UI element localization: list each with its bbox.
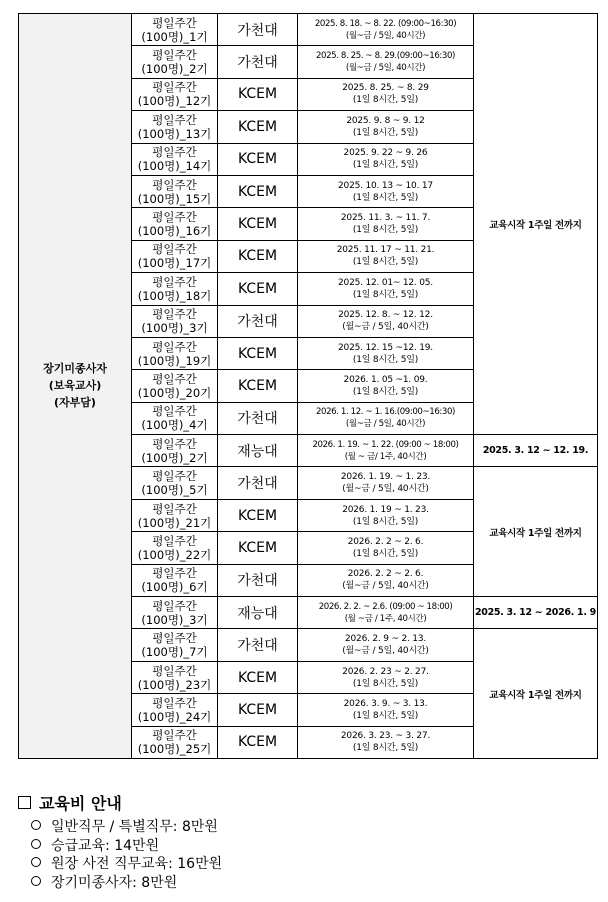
period-cell — [298, 726, 474, 758]
fee-item — [31, 874, 578, 893]
fee-item-text: 일반직무 / 특별직무: 8만원 — [51, 819, 218, 835]
institution-cell: KCEM — [218, 111, 298, 143]
period-line: 2026. 2. 23 ~ 2. 27. — [342, 666, 429, 677]
course-label: 평일주간 — [152, 695, 197, 710]
institution-cell: KCEM — [218, 532, 298, 564]
course-label: 평일주간 — [152, 501, 197, 516]
fee-item-text: 장기미종사자: 8만원 — [51, 874, 178, 891]
fee-item — [31, 818, 578, 837]
period-cell — [298, 143, 474, 175]
course-label: (100명)_24기 — [137, 709, 212, 724]
course-label: (100명)_6기 — [141, 580, 208, 595]
course-label: 평일주간 — [152, 533, 197, 548]
period-line: (월 ~ 금/ 1주, 40시간) — [344, 451, 427, 462]
category-label: (보육교사) — [48, 379, 102, 393]
course-label: (100명)_2기 — [141, 450, 208, 465]
period-line: (월~금 / 5일, 40시간) — [342, 581, 429, 592]
period-cell — [298, 370, 474, 402]
course-cell — [132, 240, 218, 272]
period-line: (1일 8시간, 5일) — [352, 160, 419, 171]
fee-item-text: 승급교육: 14만원 — [51, 837, 160, 854]
course-label: 평일주간 — [152, 112, 197, 127]
fee-item — [31, 837, 578, 856]
course-cell — [132, 435, 218, 467]
institution-cell: 가천대 — [218, 305, 298, 337]
period-line: 2025. 8. 25. ~ 8. 29.(09:00~16:30) — [315, 51, 456, 62]
course-label: (100명)_4기 — [141, 418, 208, 433]
course-label: (100명)_21기 — [137, 515, 212, 530]
period-line: 2026. 1. 05 ~1. 09. — [343, 374, 428, 385]
course-label: (100명)_14기 — [137, 159, 212, 174]
institution-cell: KCEM — [218, 78, 298, 110]
period-line: (월~금 / 5일, 40시간) — [342, 322, 429, 333]
period-line: 2026. 1. 19. ~ 1. 22. (09:00 ~ 18:00) — [312, 439, 459, 450]
institution-cell: 가천대 — [218, 564, 298, 596]
course-label: (100명)_23기 — [137, 677, 212, 692]
course-label: 평일주간 — [152, 598, 197, 613]
course-cell — [132, 499, 218, 531]
period-line: (1일 8시간, 5일) — [352, 127, 419, 138]
course-label: (100명)_15기 — [137, 191, 212, 206]
course-cell — [132, 175, 218, 207]
period-cell — [298, 402, 474, 434]
circle-bullet-icon — [31, 820, 41, 830]
period-line: (1일 8시간, 5일) — [352, 192, 419, 203]
institution-cell: 가천대 — [218, 46, 298, 78]
course-label: (100명)_1기 — [141, 29, 208, 44]
category-cell — [19, 14, 132, 759]
period-cell — [298, 564, 474, 596]
period-line: 2025. 9. 22 ~ 9. 26 — [343, 148, 428, 159]
period-cell — [298, 435, 474, 467]
recruitment-cell: 교육시작 1주일 전까지 — [474, 14, 598, 435]
schedule-table-body — [19, 14, 598, 759]
institution-cell: KCEM — [218, 240, 298, 272]
course-label: 평일주간 — [152, 339, 197, 354]
course-label: 평일주간 — [152, 469, 197, 484]
period-line: (1일 8시간, 5일) — [352, 516, 419, 527]
period-line: 2026. 3. 23. ~ 3. 27. — [340, 731, 431, 742]
recruitment-cell: 교육시작 1주일 전까지 — [474, 629, 598, 759]
category-label: 장기미종사자 — [43, 362, 107, 376]
institution-cell: KCEM — [218, 694, 298, 726]
course-label: (100명)_19기 — [137, 353, 212, 368]
institution-cell: 가천대 — [218, 629, 298, 661]
period-cell — [298, 111, 474, 143]
course-label: 평일주간 — [152, 663, 197, 678]
course-label: (100명)_13기 — [137, 126, 212, 141]
institution-cell: KCEM — [218, 273, 298, 305]
period-line: 2026. 2. 2 ~ 2. 6. — [347, 569, 424, 580]
course-label: 평일주간 — [152, 404, 197, 419]
course-label: (100명)_5기 — [141, 483, 208, 498]
course-label: (100명)_22기 — [137, 547, 212, 562]
course-cell — [132, 305, 218, 337]
period-cell — [298, 305, 474, 337]
course-cell — [132, 208, 218, 240]
course-cell — [132, 694, 218, 726]
course-cell — [132, 629, 218, 661]
course-cell — [132, 370, 218, 402]
square-bullet-icon — [18, 796, 31, 809]
period-cell — [298, 532, 474, 564]
period-line: (1일 8시간, 5일) — [352, 548, 419, 559]
course-label: (100명)_25기 — [137, 742, 212, 757]
period-line: (1일 8시간, 5일) — [352, 710, 419, 721]
period-cell — [298, 175, 474, 207]
period-line: (1일 8시간, 5일) — [352, 95, 419, 106]
period-line: (월~금 / 5일, 40시간) — [342, 484, 429, 495]
period-line: 2025. 12. 8. ~ 12. 12. — [338, 310, 433, 321]
period-line: (1일 8시간, 5일) — [352, 289, 419, 300]
fee-item — [31, 855, 578, 874]
period-cell — [298, 240, 474, 272]
recruitment-cell: 2025. 3. 12 ~ 2026. 1. 9 — [474, 597, 598, 629]
period-line: 2025. 9. 8 ~ 9. 12 — [346, 115, 425, 126]
institution-cell: KCEM — [218, 499, 298, 531]
table-row — [19, 14, 598, 46]
course-label: 평일주간 — [152, 436, 197, 451]
course-label: (100명)_12기 — [137, 94, 212, 109]
institution-cell: KCEM — [218, 661, 298, 693]
fee-item-text: 원장 사전 직무교육: 16만원 — [51, 856, 223, 872]
period-line: 2026. 2. 2. ~ 2.6. (09:00 ~ 18:00) — [318, 601, 453, 612]
course-cell — [132, 14, 218, 46]
period-cell — [298, 629, 474, 661]
period-line: (1일 8시간, 5일) — [352, 257, 419, 268]
course-label: 평일주간 — [152, 177, 197, 192]
circle-bullet-icon — [31, 839, 41, 849]
institution-cell: KCEM — [218, 726, 298, 758]
course-cell — [132, 337, 218, 369]
course-cell — [132, 78, 218, 110]
fee-guide-section — [18, 792, 578, 892]
period-line: 2025. 8. 25. ~ 8. 29 — [342, 83, 429, 94]
course-label: 평일주간 — [152, 48, 197, 63]
period-line: (1일 8시간, 5일) — [352, 354, 419, 365]
course-cell — [132, 564, 218, 596]
institution-cell: 재능대 — [218, 597, 298, 629]
circle-bullet-icon — [31, 857, 41, 867]
period-line: 2025. 12. 15 ~12. 19. — [338, 342, 433, 353]
training-schedule-table — [18, 13, 598, 759]
institution-cell: KCEM — [218, 337, 298, 369]
period-line: 2025. 11. 17 ~ 11. 21. — [336, 245, 435, 256]
course-label: (100명)_18기 — [137, 288, 212, 303]
period-line: 2026. 3. 9. ~ 3. 13. — [343, 698, 428, 709]
fee-guide-title: 교육비 안내 — [39, 794, 122, 813]
period-line: 2025. 12. 01~ 12. 05. — [338, 277, 433, 288]
period-line: (1일 8시간, 5일) — [352, 225, 419, 236]
recruitment-cell: 2025. 3. 12 ~ 12. 19. — [474, 435, 598, 467]
period-line: (1일 8시간, 5일) — [352, 386, 419, 397]
circle-bullet-icon — [31, 876, 41, 886]
fee-list — [18, 818, 578, 892]
period-line: 2026. 1. 12. ~ 1. 16.(09:00~16:30) — [315, 407, 456, 418]
period-line: (1일 8시간, 5일) — [352, 743, 419, 754]
institution-cell: KCEM — [218, 143, 298, 175]
course-label: 평일주간 — [152, 307, 197, 322]
course-cell — [132, 402, 218, 434]
period-line: 2026. 2. 9 ~ 2. 13. — [344, 634, 427, 645]
course-cell — [132, 661, 218, 693]
category-label: (자부담) — [54, 396, 96, 410]
period-line: (월~금 / 5일, 40시간) — [345, 30, 426, 41]
period-line: 2025. 10. 13 ~ 10. 17 — [338, 180, 433, 191]
period-cell — [298, 694, 474, 726]
course-cell — [132, 532, 218, 564]
period-cell — [298, 273, 474, 305]
course-cell — [132, 143, 218, 175]
course-label: 평일주간 — [152, 210, 197, 225]
institution-cell: 재능대 — [218, 435, 298, 467]
period-line: (월 ~금 / 1주, 40시간) — [344, 613, 427, 624]
course-label: 평일주간 — [152, 371, 197, 386]
institution-cell: 가천대 — [218, 14, 298, 46]
period-cell — [298, 597, 474, 629]
course-label: 평일주간 — [152, 242, 197, 257]
course-label: (100명)_2기 — [141, 62, 208, 77]
course-label: (100명)_3기 — [141, 321, 208, 336]
course-label: 평일주간 — [152, 80, 197, 95]
recruitment-cell: 교육시작 1주일 전까지 — [474, 467, 598, 597]
period-cell — [298, 14, 474, 46]
institution-cell: KCEM — [218, 370, 298, 402]
period-line: 2025. 11. 3. ~ 11. 7. — [340, 213, 431, 224]
period-line: (1일 8시간, 5일) — [352, 678, 419, 689]
period-line: (월~금 / 5일, 40시간) — [345, 419, 426, 430]
period-line: 2026. 2. 2 ~ 2. 6. — [347, 536, 424, 547]
course-cell — [132, 46, 218, 78]
period-line: 2025. 8. 18. ~ 8. 22. (09:00~16:30) — [314, 18, 457, 29]
period-cell — [298, 499, 474, 531]
period-cell — [298, 661, 474, 693]
period-line: (월~금 / 5일, 40시간) — [345, 63, 426, 74]
course-label: 평일주간 — [152, 274, 197, 289]
course-cell — [132, 597, 218, 629]
course-label: (100명)_7기 — [141, 645, 208, 660]
course-label: (100명)_20기 — [137, 385, 212, 400]
course-cell — [132, 467, 218, 499]
course-cell — [132, 726, 218, 758]
course-label: 평일주간 — [152, 566, 197, 581]
period-cell — [298, 467, 474, 499]
period-line: 2026. 1. 19. ~ 1. 23. — [340, 472, 431, 483]
course-label: (100명)_17기 — [137, 256, 212, 271]
period-line: 2026. 1. 19 ~ 1. 23. — [342, 504, 429, 515]
course-label: 평일주간 — [152, 728, 197, 743]
course-cell — [132, 273, 218, 305]
period-cell — [298, 208, 474, 240]
period-cell — [298, 337, 474, 369]
course-label: 평일주간 — [152, 145, 197, 160]
course-label: (100명)_16기 — [137, 224, 212, 239]
fee-guide-heading — [18, 792, 578, 816]
period-cell — [298, 46, 474, 78]
institution-cell: KCEM — [218, 208, 298, 240]
course-cell — [132, 111, 218, 143]
course-label: (100명)_3기 — [141, 612, 208, 627]
course-label: 평일주간 — [152, 631, 197, 646]
institution-cell: 가천대 — [218, 402, 298, 434]
course-label: 평일주간 — [152, 15, 197, 30]
institution-cell: 가천대 — [218, 467, 298, 499]
period-line: (월~금 / 5일, 40시간) — [342, 646, 429, 657]
period-cell — [298, 78, 474, 110]
institution-cell: KCEM — [218, 175, 298, 207]
